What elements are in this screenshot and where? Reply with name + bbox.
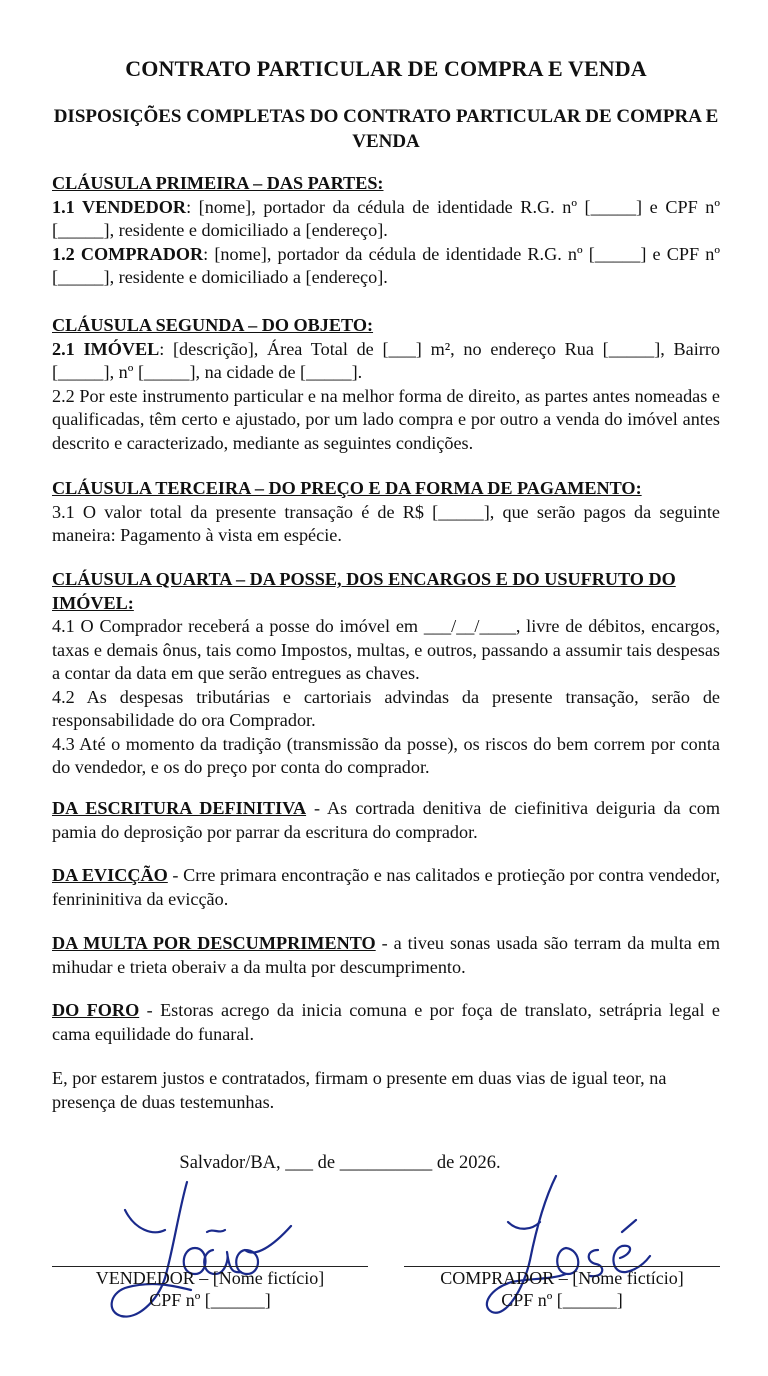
penalty-section — [52, 932, 720, 979]
eviction-label: DA EVICÇÃO — [52, 865, 168, 885]
document-subtitle: DISPOSIÇÕES COMPLETAS DO CONTRATO PARTICULAR DE COMPRA E VENDA — [53, 106, 719, 152]
clause-first — [52, 172, 720, 290]
clause-2-2: 2.2 Por este instrumento particular e na melhor forma de direito, as partes antes nomeadas e qualificadas, têm certo e ajustado, por um lado compra e por outro a venda do imóvel antes descrito e caracterizado, mediante as seguintes condições. — [52, 385, 720, 453]
clause-2-1-text: : [descrição], Área Total de [___] m², no endereço Rua [_____], Bairro [_____], nº [_____], na cidade de [_____]. — [52, 338, 720, 382]
buyer-signature-block — [404, 1266, 720, 1311]
eviction-section — [52, 864, 720, 911]
closing-paragraph: E, por estarem justos e contratados, firmam o presente em duas vias de igual teor, na presença de duas testemunhas. — [52, 1068, 667, 1112]
clause-1-1 — [52, 196, 720, 243]
clause-1-2 — [52, 243, 720, 290]
seller-signature-block — [52, 1266, 368, 1311]
clause-second — [52, 314, 720, 455]
property-label: 2.1 IMÓVEL — [52, 338, 160, 359]
seller-cpf: CPF nº [______] — [149, 1290, 271, 1310]
buyer-cpf: CPF nº [______] — [501, 1290, 623, 1310]
clause-second-heading: CLÁUSULA SEGUNDA – DO OBJETO: — [52, 315, 374, 335]
penalty-text: - a tiveu sonas usada são terram da multa em mihudar e trieta oberaiv a da multa por descumprimento. — [52, 933, 720, 977]
clause-4-3: 4.3 Até o momento da tradição (transmissão da posse), os riscos do bem correm por conta do vendedor, e os do preço por conta do comprador. — [52, 733, 720, 777]
clause-first-heading: CLÁUSULA PRIMEIRA – DAS PARTES: — [52, 173, 384, 193]
clause-1-1-text: : [nome], portador da cédula de identidade R.G. nº [_____] e CPF nº [_____], residente e domiciliado a [endereço]. — [52, 196, 720, 240]
clause-2-1 — [52, 338, 720, 385]
clause-1-2-text: : [nome], portador da cédula de identidade R.G. nº [_____] e CPF nº [_____], residente e domiciliado a [endereço]. — [52, 243, 720, 287]
jurisdiction-label: DO FORO — [52, 1000, 140, 1020]
clause-fourth — [52, 568, 720, 780]
seller-role: VENDEDOR – [Nome fictício] — [95, 1268, 325, 1288]
buyer-label: 1.2 COMPRADOR — [52, 243, 204, 264]
deed-label: DA ESCRITURA DEFINITIVA — [52, 798, 307, 818]
clause-4-1: 4.1 O Comprador receberá a posse do imóvel em ___/__/____, livre de débitos, encargos, taxas e demais ônus, tais como Impostos, multas, e outros, passando a assumir tais despesas a contar da data em que serão entregues as chaves. — [52, 616, 720, 683]
place-and-date: Salvador/BA, ___ de __________ de 2026. — [179, 1153, 501, 1173]
jurisdiction-text: - Estoras acrego da inicia comuna e por foça de translato, setrápria legal e cama equilidade do funaral. — [52, 1000, 720, 1044]
deed-section — [52, 797, 720, 844]
clause-third-heading: CLÁUSULA TERCEIRA – DO PREÇO E DA FORMA DE PAGAMENTO: — [52, 478, 642, 498]
document-title: CONTRATO PARTICULAR DE COMPRA E VENDA — [125, 56, 647, 81]
jurisdiction-section — [52, 999, 720, 1046]
clause-3-1: 3.1 O valor total da presente transação é de R$ [_____], que serão pagos da seguinte maneira: Pagamento à vista em espécie. — [52, 501, 720, 545]
clause-third — [52, 477, 720, 548]
eviction-text: - Crre primara encontração e nas calitados e protieção por contra vendedor, fenrininitiva da evicção. — [52, 865, 720, 909]
penalty-label: DA MULTA POR DESCUMPRIMENTO — [52, 933, 376, 953]
clause-4-2: 4.2 As despesas tributárias e cartoriais advindas da presente transação, serão de responsabilidade do ora Comprador. — [52, 686, 720, 730]
clause-fourth-heading: CLÁUSULA QUARTA – DA POSSE, DOS ENCARGOS E DO USUFRUTO DO IMÓVEL: — [52, 569, 676, 613]
buyer-role: COMPRADOR – [Nome fictício] — [440, 1268, 684, 1288]
deed-text: - As cortrada denitiva de ciefinitiva deiguria da com pamia do deprosição por parrar da escritura do comprador. — [52, 798, 721, 842]
seller-label: 1.1 VENDEDOR — [52, 196, 187, 217]
